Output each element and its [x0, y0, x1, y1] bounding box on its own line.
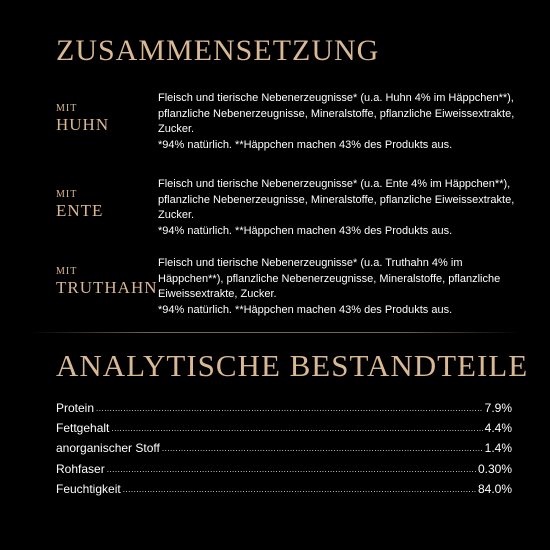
- ingredients-note: *94% natürlich. **Häppchen machen 43% des Produkts aus.: [158, 303, 453, 316]
- dot-leader: [162, 444, 483, 453]
- dot-leader: [107, 465, 476, 474]
- analysis-value: 84.0%: [477, 481, 512, 496]
- analysis-label: Fettgehalt: [56, 421, 110, 436]
- analysis-label: Protein: [56, 401, 95, 415]
- variant-label-ente: [56, 189, 156, 221]
- dot-leader: [111, 424, 482, 433]
- analysis-value: 4.4%: [484, 421, 512, 436]
- composition-title: ZUSAMMENSETZUNG: [56, 34, 380, 67]
- analysis-table: [56, 401, 512, 502]
- analysis-label: Feuchtigkeit: [56, 481, 121, 496]
- variant-prefix: MIT: [56, 103, 78, 114]
- variant-description-ente: [158, 177, 528, 239]
- variant-label-huhn: [56, 103, 156, 135]
- ingredients-text: Fleisch und tierische Nebenerzeugnisse* (u.a. Ente 4% im Häppchen**), pflanzliche Nebenerzeugnisse, Mineralstoffe, pflanzliche Eiweissextrakte, Zucker.: [158, 178, 515, 221]
- ingredients-note: *94% natürlich. **Häppchen machen 43% des Produkts aus.: [158, 138, 453, 151]
- analysis-label: Rohfaser: [56, 461, 105, 476]
- analysis-row-rohfaser: [56, 462, 512, 482]
- variant-prefix: MIT: [56, 266, 78, 277]
- variant-name: TRUTHAHN: [56, 278, 158, 297]
- analysis-row-anorganischer-stoff: [56, 441, 512, 461]
- ingredients-note: *94% natürlich. **Häppchen machen 43% des Produkts aus.: [158, 224, 453, 237]
- analysis-label: anorganischer Stoff: [56, 441, 160, 456]
- ingredients-text: Fleisch und tierische Nebenerzeugnisse* (u.a. Huhn 4% im Häppchen**), pflanzliche Nebenerzeugnisse, Mineralstoffe, pflanzliche Eiweissextrakte, Zucker.: [158, 92, 515, 135]
- analysis-value: 1.4%: [484, 441, 512, 456]
- analysis-row-protein: [56, 401, 512, 421]
- analysis-title: ANALYTISCHE BESTANDTEILE: [56, 348, 529, 383]
- analysis-row-feuchtigkeit: [56, 482, 512, 502]
- ingredients-text: Fleisch und tierische Nebenerzeugnisse* (u.a. Truthahn 4% im Häppchen**), pflanzliche Nebenerzeugnisse, Mineralstoffe, pflanzliche Eiweissextrakte, Zucker.: [158, 257, 501, 300]
- section-divider: [30, 332, 520, 333]
- analysis-row-fettgehalt: [56, 421, 512, 441]
- dot-leader: [96, 404, 483, 413]
- analysis-value: 7.9%: [484, 401, 512, 415]
- variant-description-truthahn: [158, 256, 528, 318]
- analysis-value: 0.30%: [477, 461, 512, 476]
- dot-leader: [123, 485, 476, 494]
- variant-name: ENTE: [56, 201, 104, 220]
- variant-label-truthahn: [56, 266, 156, 298]
- variant-description-huhn: [158, 91, 528, 153]
- variant-prefix: MIT: [56, 189, 78, 200]
- variant-name: HUHN: [56, 115, 110, 134]
